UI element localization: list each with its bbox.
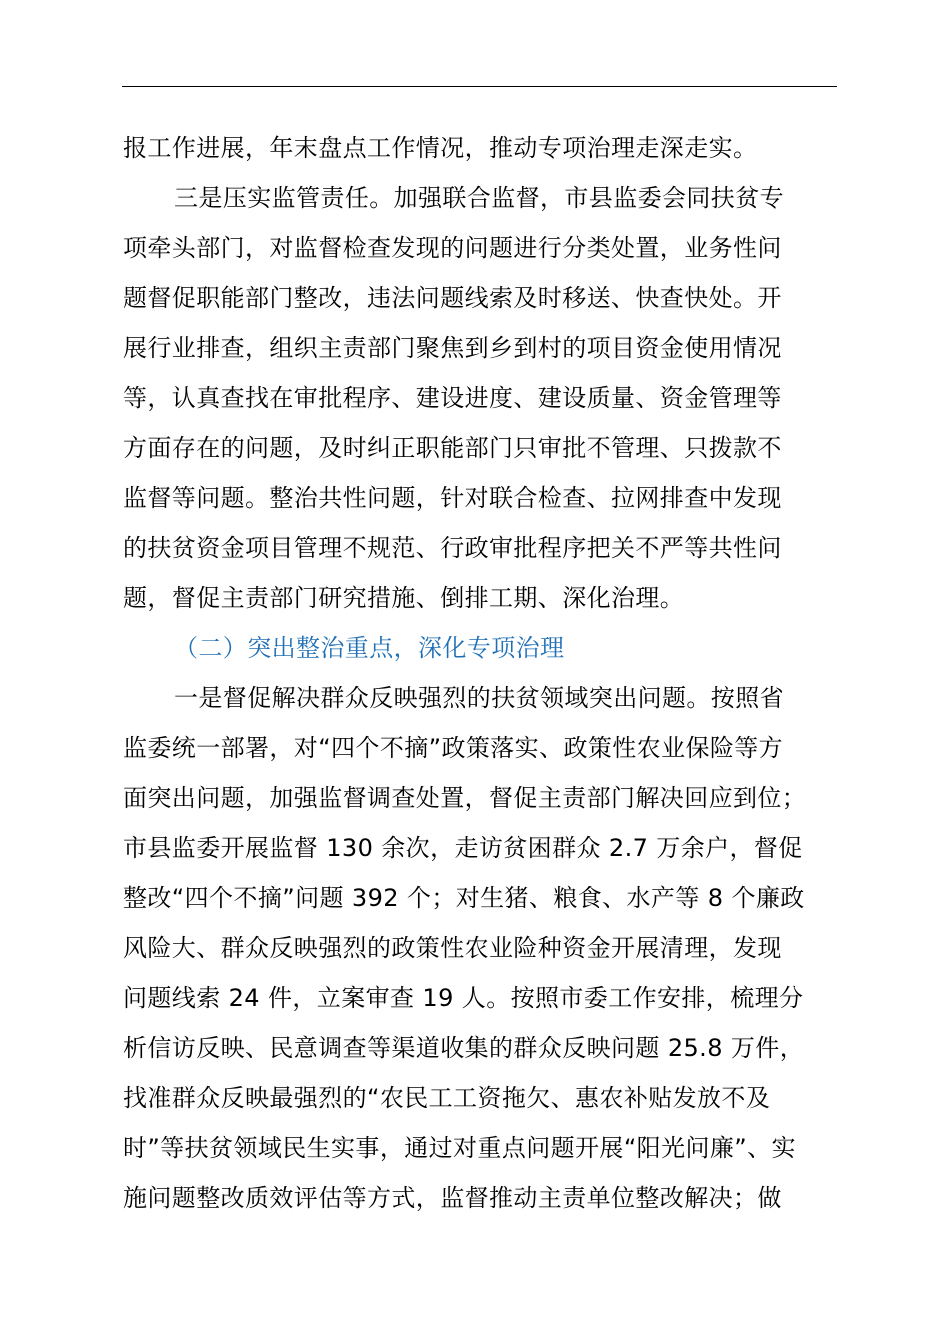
body-line-20: 找准群众反映最强烈的“农民工工资拖欠、惠农补贴发放不及 [123,1084,771,1112]
header-rule [122,86,837,87]
body-line-16: 整改“四个不摘”问题 392 个；对生猪、粮食、水产等 8 个廉政 [123,884,805,912]
body-line-12: 一是督促解决群众反映强烈的扶贫领域突出问题。按照省 [174,684,784,712]
body-line-18: 问题线索 24 件，立案审查 19 人。按照市委工作安排，梳理分 [123,984,804,1012]
section-heading: （二）突出整治重点，深化专项治理 [174,634,565,662]
body-line-4: 题督促职能部门整改，违法问题线索及时移送、快查快处。开 [123,284,782,312]
body-line-5: 展行业排查，组织主责部门聚焦到乡到村的项目资金使用情况 [123,334,782,362]
body-line-17: 风险大、群众反映强烈的政策性农业险种资金开展清理，发现 [123,934,782,962]
body-line-2: 三是压实监管责任。加强联合监督，市县监委会同扶贫专 [174,184,784,212]
body-line-1: 报工作进展，年末盘点工作情况，推动专项治理走深走实。 [123,134,758,162]
body-line-8: 监督等问题。整治共性问题，针对联合检查、拉网排查中发现 [123,484,782,512]
body-line-19: 析信访反映、民意调查等渠道收集的群众反映问题 25.8 万件， [123,1034,805,1062]
body-line-10: 题，督促主责部门研究措施、倒排工期、深化治理。 [123,584,685,612]
body-line-22: 施问题整改质效评估等方式，监督推动主责单位整改解决；做 [123,1184,782,1212]
body-line-7: 方面存在的问题，及时纠正职能部门只审批不管理、只拨款不 [123,434,782,462]
body-line-14: 面突出问题，加强监督调查处置，督促主责部门解决回应到位； [123,784,807,812]
body-line-6: 等，认真查找在审批程序、建设进度、建设质量、资金管理等 [123,384,782,412]
body-line-15: 市县监委开展监督 130 余次，走访贫困群众 2.7 万余户，督促 [123,834,803,862]
body-line-21: 时”等扶贫领域民生实事，通过对重点问题开展“阳光问廉”、实 [123,1134,796,1162]
body-line-13: 监委统一部署，对“四个不摘”政策落实、政策性农业保险等方 [123,734,784,762]
body-line-9: 的扶贫资金项目管理不规范、行政审批程序把关不严等共性问 [123,534,782,562]
body-line-3: 项牵头部门，对监督检查发现的问题进行分类处置，业务性问 [123,234,782,262]
